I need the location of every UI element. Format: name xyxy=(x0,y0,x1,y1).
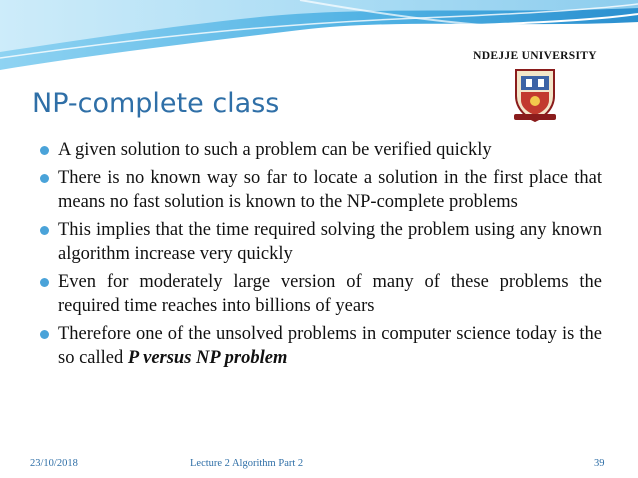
emphasis-text: P versus NP problem xyxy=(127,348,288,368)
bullet-dot-icon xyxy=(40,330,49,339)
bullet-list xyxy=(40,138,602,374)
bullet-dot-icon xyxy=(40,278,49,287)
bullet-dot-icon xyxy=(40,146,49,155)
footer-lecture-title: Lecture 2 Algorithm Part 2 xyxy=(190,458,304,469)
bullet-item: There is no known way so far to locate a solution in the first place that means no fast solution is known to the NP-complete problems xyxy=(40,166,602,214)
university-logo xyxy=(460,50,610,125)
footer-date: 23/10/2018 xyxy=(30,458,78,469)
slide-title: NP-complete class xyxy=(32,88,280,119)
bullet-item: A given solution to such a problem can be verified quickly xyxy=(40,138,602,162)
footer-page-number: 39 xyxy=(594,458,605,469)
bullet-dot-icon xyxy=(40,174,49,183)
bullet-item: Even for moderately large version of many of these problems the required time reaches into billions of years xyxy=(40,270,602,318)
university-crest-icon xyxy=(512,64,558,122)
university-name: NDEJJE UNIVERSITY xyxy=(473,50,597,62)
bullet-item: This implies that the time required solving the problem using any known algorithm increase very quickly xyxy=(40,218,602,266)
bullet-item: Therefore one of the unsolved problems in computer science today is the so called P versus NP problem xyxy=(40,322,602,370)
bullet-dot-icon xyxy=(40,226,49,235)
